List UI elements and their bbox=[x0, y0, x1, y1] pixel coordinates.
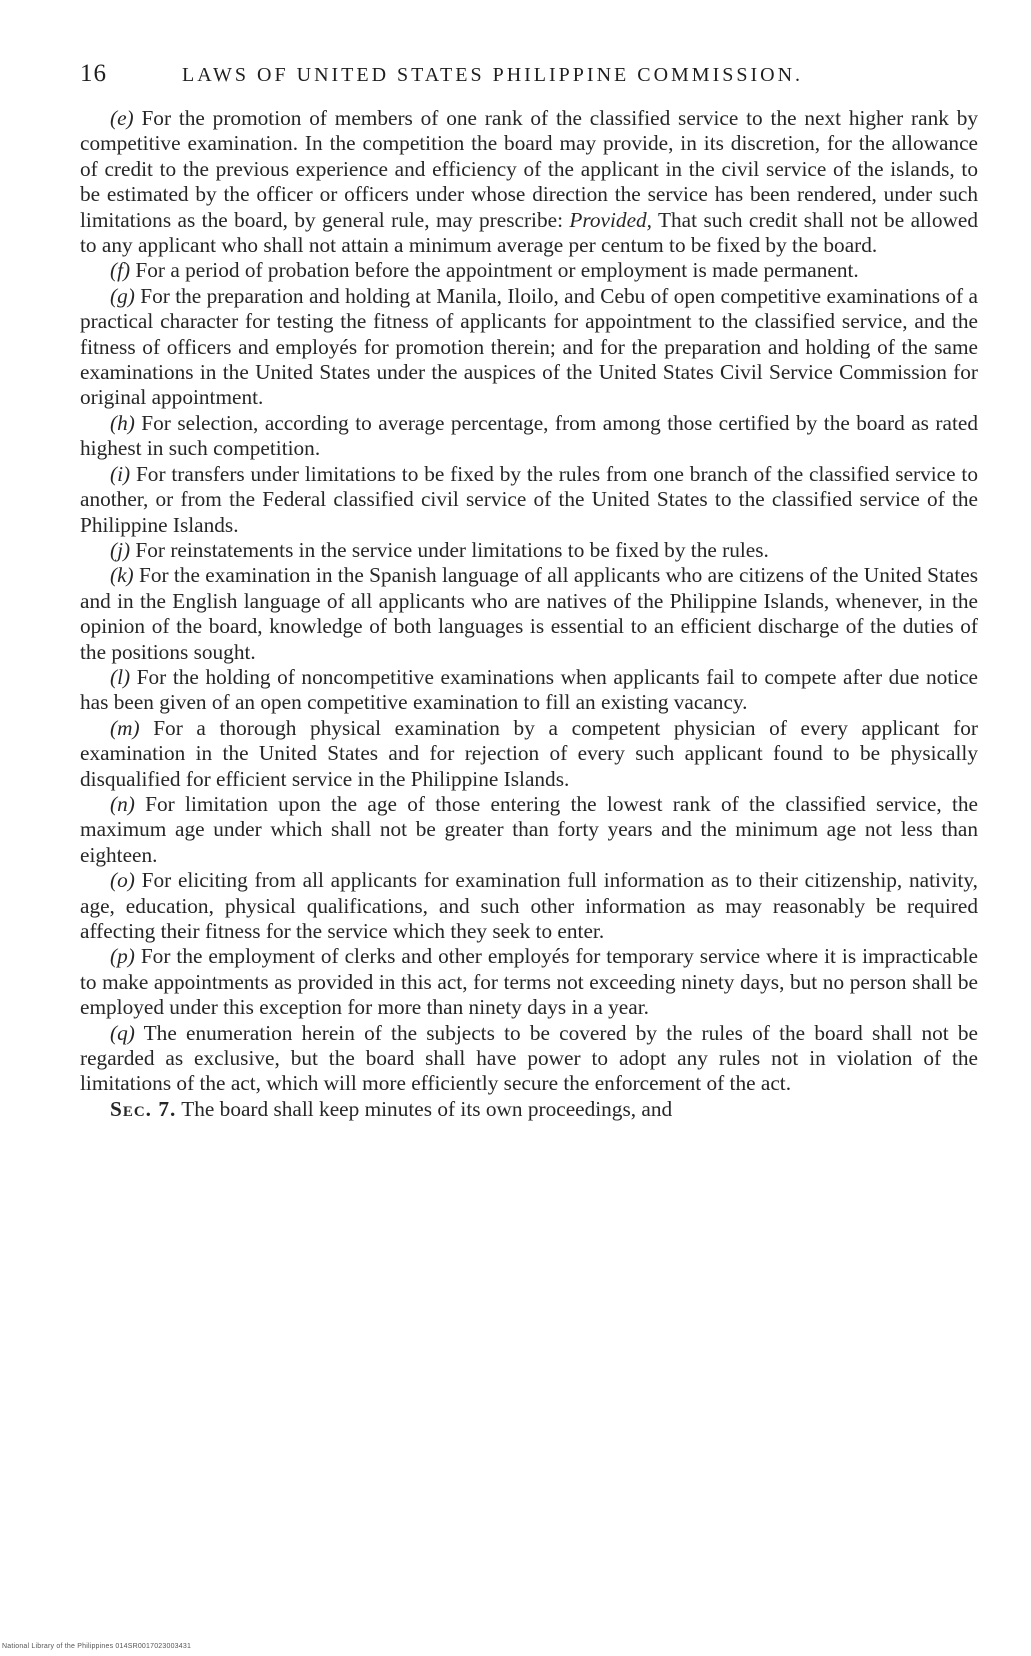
scan-footer: National Library of the Philippines 014SR0017023003431 bbox=[2, 1643, 192, 1650]
paragraph-p bbox=[80, 944, 978, 1020]
section-7-paragraph bbox=[80, 1097, 978, 1122]
paragraph-text: For eliciting from all applicants for examination full information as to their citizenship, nativity, age, education, physical qualifications, and such other information as may reasonably be required affecting their fitness for the service which they seek to enter. bbox=[80, 868, 978, 943]
paragraph-q bbox=[80, 1021, 978, 1097]
paragraph-marker: (h) bbox=[110, 410, 135, 435]
paragraph-marker: (k) bbox=[110, 563, 134, 588]
paragraph-text: For transfers under limitations to be fixed by the rules from one branch of the classified service to another, or from the Federal classified civil service of the United States to the classified service of the Philippine Islands. bbox=[80, 461, 978, 537]
paragraph-marker: (m) bbox=[110, 715, 140, 740]
paragraph-marker: (q) bbox=[110, 1020, 135, 1045]
section-label: Sec. 7. bbox=[110, 1096, 177, 1121]
paragraph-marker: (i) bbox=[110, 461, 131, 486]
paragraph-text: The enumeration herein of the subjects to be covered by the rules of the board shall not be regarded as exclusive, but the board shall have power to adopt any rules not in violation of the limitations of the act, which will more efficiently secure the enforcement of the act. bbox=[80, 1020, 978, 1096]
running-head: LAWS OF UNITED STATES PHILIPPINE COMMISSION. bbox=[182, 64, 804, 86]
paragraph-marker: (n) bbox=[110, 791, 135, 816]
document-body bbox=[80, 106, 978, 1122]
paragraph-m bbox=[80, 716, 978, 792]
paragraph-h bbox=[80, 411, 978, 462]
paragraph-italic-text: Provided, bbox=[569, 207, 652, 232]
paragraph-marker: (f) bbox=[110, 258, 131, 283]
paragraph-i bbox=[80, 462, 978, 538]
paragraph-marker: (p) bbox=[110, 944, 135, 969]
paragraph-marker: (e) bbox=[110, 106, 134, 130]
page-header bbox=[80, 60, 978, 100]
paragraph-o bbox=[80, 868, 978, 944]
page-number: 16 bbox=[80, 60, 107, 87]
paragraph-n bbox=[80, 792, 978, 868]
paragraph-marker: (j) bbox=[110, 537, 131, 562]
paragraph-g bbox=[80, 284, 978, 411]
paragraph-marker: (g) bbox=[110, 283, 135, 308]
document-page bbox=[80, 60, 978, 1122]
paragraph-text: For a period of probation before the appointment or employment is made permanent. bbox=[130, 258, 859, 283]
paragraph-text-continued: That such credit shall not be allowed to any applicant who shall not attain a minimum average per centum to be fixed by the board. bbox=[80, 207, 978, 258]
paragraph-marker: (o) bbox=[110, 868, 135, 893]
paragraph-text: For the employment of clerks and other employés for temporary service where it is impracticable to make appointments as provided in this act, for terms not exceeding ninety days, but no person shall be employed under this exception for more than ninety days in a year. bbox=[80, 944, 978, 1020]
paragraph-text: For reinstatements in the service under limitations to be fixed by the rules. bbox=[130, 537, 769, 562]
paragraph-f bbox=[80, 258, 978, 283]
section-text: The board shall keep minutes of its own proceedings, and bbox=[176, 1096, 673, 1121]
paragraph-text: For the holding of noncompetitive examinations when applicants fail to compete after due notice has been given of an open competitive examination to fill an existing vacancy. bbox=[80, 664, 978, 715]
paragraph-e bbox=[80, 106, 978, 258]
paragraph-k bbox=[80, 563, 978, 665]
paragraph-j bbox=[80, 538, 978, 563]
paragraph-text: For the examination in the Spanish language of all applicants who are citizens of the United States and in the English language of all applicants who are natives of the Philippine Islands, whenever, in the opinion of the board, knowledge of both languages is essential to an efficient discharge of the duties of the positions sought. bbox=[80, 563, 978, 664]
paragraph-text: For the preparation and holding at Manila, Iloilo, and Cebu of open competitive examinations of a practical character for testing the fitness of applicants for appointment to the classified service, and the fitness of officers and employés for promotion therein; and for the preparation and holding of the same examinations in the United States under the auspices of the United States Civil Service Commission for original appointment. bbox=[80, 283, 978, 410]
paragraph-text: For selection, according to average percentage, from among those certified by the board as rated highest in such competition. bbox=[80, 410, 978, 461]
paragraph-text: For the promotion of members of one rank of the classified service to the next higher rank by competitive examination. In the competition the board may provide, in its discretion, for the allowance of credit to the previous experience and efficiency of the applicant in the civil service of the islands, to be estimated by the officer or officers under whose direction the service has been rendered, under such limitations as the board, by general rule, may prescribe: bbox=[80, 106, 978, 232]
paragraph-marker: (l) bbox=[110, 664, 131, 689]
paragraph-text: For limitation upon the age of those entering the lowest rank of the classified service, the maximum age under which shall not be greater than forty years and the minimum age not less than eighteen. bbox=[80, 791, 978, 867]
paragraph-text: For a thorough physical examination by a competent physician of every applicant for examination in the United States and for rejection of every such applicant found to be physically disqualified for efficient service in the Philippine Islands. bbox=[80, 715, 978, 791]
paragraph-l bbox=[80, 665, 978, 716]
